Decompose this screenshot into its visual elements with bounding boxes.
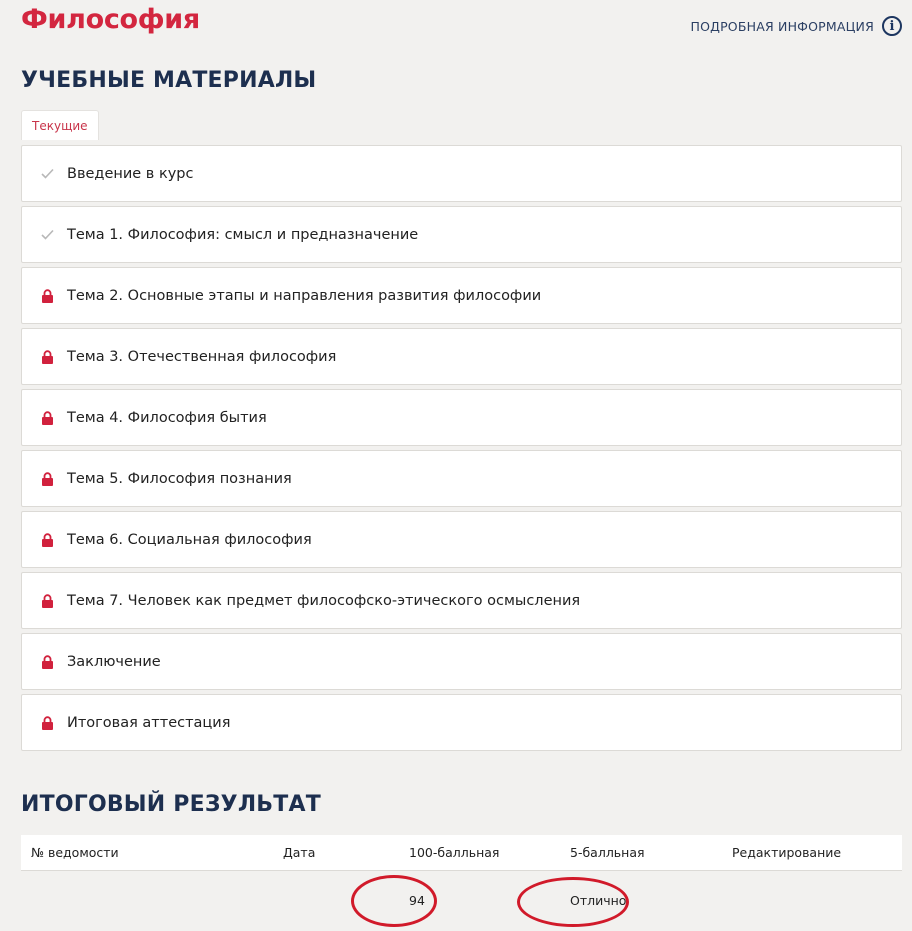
lesson-item-topic-3[interactable] [21,328,902,385]
column-header: Редактирование [722,835,902,870]
column-header: 100-балльная [399,835,560,870]
lesson-label: Тема 7. Человек как предмет философско-этического осмысления [67,592,581,609]
sheet-number-cell [21,870,273,930]
results-header-row [21,835,902,870]
lesson-label: Тема 4. Философия бытия [67,409,267,426]
score-5-cell [560,870,722,930]
lesson-item-topic-7[interactable] [21,572,902,629]
lesson-item-intro[interactable] [21,145,902,202]
lesson-label: Тема 5. Философия познания [67,470,292,487]
lock-icon [22,594,66,608]
score-5-value: Отлично [570,892,627,908]
lesson-item-topic-5[interactable] [21,450,902,507]
more-info-label: ПОДРОБНАЯ ИНФОРМАЦИЯ [690,18,874,34]
info-icon[interactable]: i [882,16,902,36]
lock-icon [22,350,66,364]
lesson-label: Тема 1. Философия: смысл и предназначение [67,226,419,243]
results-table [21,835,902,930]
lesson-label: Тема 2. Основные этапы и направления развития философии [67,287,542,304]
lesson-item-conclusion[interactable] [21,633,902,690]
edit-cell [722,870,902,930]
lock-icon [22,655,66,669]
lock-icon [22,289,66,303]
table-row [21,870,902,930]
lock-icon [22,716,66,730]
lesson-item-topic-6[interactable] [21,511,902,568]
lock-icon [22,411,66,425]
lock-icon [22,472,66,486]
column-header: 5-балльная [560,835,722,870]
lesson-item-final-attestation[interactable] [21,694,902,751]
lessons-list [21,145,902,755]
column-header: Дата [273,835,399,870]
tab-current[interactable]: Текущие [21,110,99,140]
check-icon [22,229,66,240]
lesson-label: Введение в курс [67,165,194,182]
check-icon [22,168,66,179]
score-100-value: 94 [409,892,425,908]
lock-icon [22,533,66,547]
lesson-item-topic-4[interactable] [21,389,902,446]
materials-title: УЧЕБНЫЕ МАТЕРИАЛЫ [21,68,317,93]
course-title: Философия [21,4,200,35]
lesson-label: Тема 3. Отечественная философия [67,348,337,365]
results-title: ИТОГОВЫЙ РЕЗУЛЬТАТ [21,792,321,817]
date-cell [273,870,399,930]
lesson-label: Тема 6. Социальная философия [67,531,312,548]
lesson-label: Итоговая аттестация [67,714,231,731]
lesson-label: Заключение [67,653,161,670]
lesson-item-topic-1[interactable] [21,206,902,263]
score-100-cell [399,870,560,930]
more-info-link[interactable] [690,16,902,36]
lesson-item-topic-2[interactable] [21,267,902,324]
column-header: № ведомости [21,835,273,870]
